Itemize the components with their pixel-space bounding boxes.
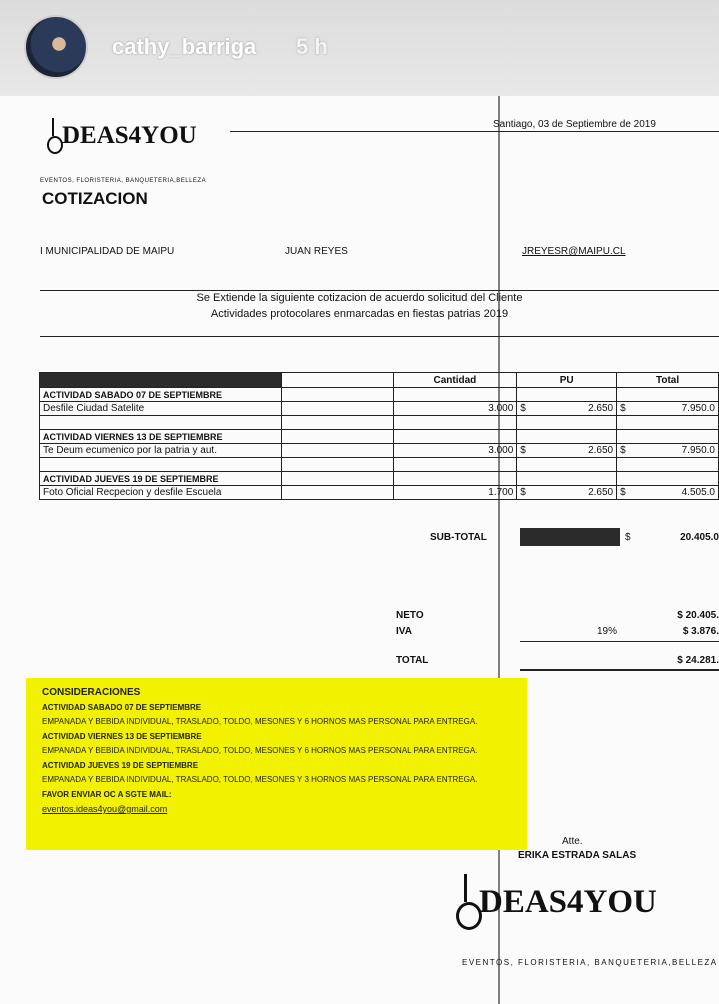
total-rule: [520, 669, 719, 671]
section-row: [40, 388, 719, 402]
consid-line: EMPANADA Y BEBIDA INDIVIDUAL, TRASLADO, TOLDO, MESONES Y 6 HORNOS MAS PERSONAL PARA ENTREGA.: [42, 746, 478, 755]
currency-symbol: $: [620, 487, 626, 498]
contact-email-link[interactable]: eventos.ideas4you@gmail.com: [42, 804, 168, 814]
item-desc: Te Deum ecumenico por la patria y aut.: [40, 444, 282, 458]
item-qty: 3.000: [393, 444, 517, 458]
total-rule: [520, 641, 719, 642]
subtotal-label: SUB-TOTAL: [430, 532, 487, 543]
username[interactable]: cathy_barriga: [112, 34, 257, 59]
header-dark-cell: [40, 373, 282, 388]
footer-logo: [455, 874, 657, 930]
table-header: [40, 373, 719, 388]
consid-line: ACTIVIDAD JUEVES 19 DE SEPTIEMBRE: [42, 760, 199, 770]
client-name: I MUNICIPALIDAD DE MAIPU: [40, 246, 175, 257]
item-qty: 1.700: [393, 486, 517, 500]
table-row: [40, 486, 719, 500]
iva-value: $ 3.876.: [682, 626, 719, 637]
consid-line: ACTIVIDAD VIERNES 13 DE SEPTIEMBRE: [42, 731, 202, 741]
item-qty: 3.000: [393, 402, 517, 416]
lightbulb-icon: [455, 874, 477, 930]
considerations-heading: CONSIDERACIONES: [42, 687, 141, 698]
section-row: [40, 430, 719, 444]
iva-rate: 19%: [597, 626, 618, 637]
avatar[interactable]: [24, 15, 88, 79]
item-pu: 2.650: [588, 487, 614, 498]
header-rule: [230, 131, 719, 132]
spacer-row: [40, 416, 719, 430]
divider: [40, 290, 719, 291]
table-row: [40, 444, 719, 458]
section-row: [40, 472, 719, 486]
currency-symbol: $: [520, 487, 526, 498]
quote-document: [0, 96, 719, 1004]
item-desc: Desfile Ciudad Satelite: [40, 402, 282, 416]
brand-logo: [46, 118, 197, 154]
total-label: TOTAL: [396, 655, 429, 666]
intro-line-2: Actividades protocolares enmarcadas en fiestas patrias 2019: [210, 308, 509, 320]
item-desc: Foto Oficial Recpecion y desfile Escuela: [40, 486, 282, 500]
currency-symbol: $: [520, 445, 526, 456]
header-empty: [281, 373, 393, 388]
section-title: ACTIVIDAD VIERNES 13 DE SEPTIEMBRE: [40, 430, 282, 444]
item-total: 7.950.0: [681, 445, 715, 456]
consid-line: EMPANADA Y BEBIDA INDIVIDUAL, TRASLADO, TOLDO, MESONES Y 6 HORNOS MAS PERSONAL PARA ENTREGA.: [42, 717, 478, 726]
divider: [40, 336, 719, 337]
consid-line: ACTIVIDAD SABADO 07 DE SEPTIEMBRE: [42, 702, 202, 712]
total-value: $ 24.281.: [677, 655, 719, 666]
footer-brand-name: DEAS4YOU: [479, 883, 657, 920]
consid-line: EMPANADA Y BEBIDA INDIVIDUAL, TRASLADO, TOLDO, MESONES Y 3 HORNOS MAS PERSONAL PARA ENTREGA.: [42, 775, 478, 784]
story-header: [0, 0, 719, 96]
currency-symbol: $: [620, 445, 626, 456]
lightbulb-icon: [46, 118, 60, 154]
item-pu: 2.650: [588, 445, 614, 456]
subtotal-value: 20.405.0: [680, 532, 719, 543]
header-total: Total: [617, 373, 719, 388]
consid-line: FAVOR ENVIAR OC A SGTE MAIL:: [42, 789, 172, 799]
item-total: 4.505.0: [681, 487, 715, 498]
currency-symbol: $: [520, 403, 526, 414]
item-total: 7.950.0: [681, 403, 715, 414]
contact-name: JUAN REYES: [285, 246, 348, 257]
client-email[interactable]: JREYESR@MAIPU.CL: [522, 246, 626, 257]
quote-table: [39, 372, 719, 500]
considerations-highlight: [26, 678, 527, 850]
document-title: COTIZACION: [42, 189, 148, 208]
section-title: ACTIVIDAD JUEVES 19 DE SEPTIEMBRE: [40, 472, 282, 486]
brand-name: DEAS4YOU: [62, 122, 197, 149]
subtotal-currency: $: [625, 532, 631, 543]
item-pu: 2.650: [588, 403, 614, 414]
footer-tagline: EVENTOS, FLORISTERIA, BANQUETERIA,BELLEZA: [462, 958, 718, 967]
section-title: ACTIVIDAD SABADO 07 DE SEPTIEMBRE: [40, 388, 282, 402]
iva-label: IVA: [396, 626, 412, 637]
paper-fold-line: [498, 96, 500, 1004]
signer-name: ERIKA ESTRADA SALAS: [518, 850, 637, 861]
neto-label: NETO: [396, 610, 424, 621]
header-pu: PU: [517, 373, 617, 388]
spacer-row: [40, 458, 719, 472]
header-qty: Cantidad: [393, 373, 517, 388]
table-row: [40, 402, 719, 416]
neto-value: $ 20.405.: [677, 610, 719, 621]
intro-line-1: Se Extiende la siguiente cotizacion de acuerdo solicitud del Cliente: [196, 292, 523, 304]
story-time: 5 h: [296, 34, 328, 59]
brand-tagline: EVENTOS, FLORISTERIA, BANQUETERIA,BELLEZA: [40, 178, 207, 184]
closing-atte: Atte.: [562, 836, 583, 847]
document-date: Santiago, 03 de Septiembre de 2019: [493, 119, 656, 130]
subtotal-redaction: [520, 528, 620, 546]
currency-symbol: $: [620, 403, 626, 414]
